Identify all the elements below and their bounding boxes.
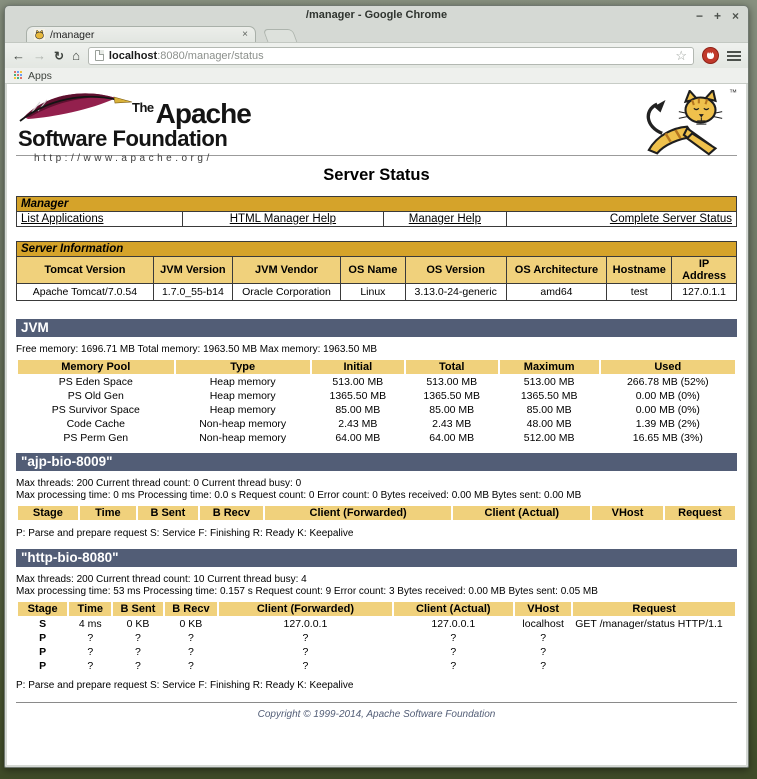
table-cell: 2.43 MB [338,417,378,430]
table-cell: Tomcat Version [17,257,154,284]
browser-window [4,5,749,768]
table-cell: Hostname [607,257,672,284]
table-cell: 2.43 MB [432,417,472,430]
link-html-manager-help[interactable]: HTML Manager Help [229,213,337,225]
table-cell: B Sent [138,506,198,520]
tomcat-favicon-icon [34,29,45,40]
tab-strip [5,25,748,42]
table-cell: 266.78 MB (52%) [626,375,709,388]
table-cell: ? [450,659,457,672]
table-cell: B Sent [113,602,162,616]
minimize-icon[interactable]: − [695,8,703,23]
memory-header-row [18,360,735,374]
table-cell: VHost [592,506,662,520]
page-title: Server Status [323,166,430,184]
table-cell: Used [601,360,735,374]
jvm-memory-table [16,359,737,445]
table-cell: Client (Actual) [394,602,514,616]
table-cell: ? [540,631,547,644]
table-cell: 1365.50 MB [520,389,578,402]
table-cell: Maximum [500,360,599,374]
logo-software-foundation: Software Foundation [18,126,228,151]
table-cell: Memory Pool [18,360,174,374]
table-cell: ? [302,645,309,658]
page-icon [95,50,104,61]
table-row [18,389,735,402]
table-cell: 64.00 MB [335,431,381,444]
table-cell: 0.00 MB (0%) [635,389,700,402]
table-cell: Stage [18,506,78,520]
table-cell: ? [87,659,94,672]
table-cell: localhost [522,617,564,630]
apps-grid-icon [14,71,23,80]
table-cell: Request [665,506,735,520]
link-complete-server-status[interactable]: Complete Server Status [609,213,732,225]
table-cell: 0 KB [126,617,150,630]
ajp-processing-line: Max processing time: 0 ms Processing time: 0.0 s Request count: 0 Error count: 0 Bytes received: 0.00 MB Bytes sent: 0.00 MB [16,490,582,501]
browser-tab[interactable] [26,26,256,42]
table-cell: Oracle Corporation [232,284,340,301]
window-title: /manager - Google Chrome [305,9,448,21]
table-cell: OS Name [340,257,405,284]
table-cell: 127.0.1.1 [672,284,737,301]
table-cell: OS Architecture [506,257,607,284]
logo-apache: Apache [155,98,251,129]
table-cell: ? [302,659,309,672]
server-info-section-title: Server Information [17,242,737,257]
table-cell: PS Survivor Space [51,403,140,416]
table-cell: Non-heap memory [199,431,287,444]
home-icon[interactable]: ⌂ [72,48,80,63]
address-bar[interactable] [88,47,694,65]
table-cell: B Recv [200,506,263,520]
menu-icon[interactable] [727,51,741,61]
table-cell: amd64 [506,284,607,301]
manager-table [16,196,737,227]
table-cell: 16.65 MB (3%) [632,431,703,444]
server-info-table [16,241,737,301]
bookmark-star-icon[interactable]: ☆ [675,48,687,63]
ajp-header-row [18,506,735,520]
close-icon[interactable]: × [731,8,739,23]
server-info-value-row [17,284,737,301]
table-cell: ? [188,645,194,658]
tab-close-icon[interactable]: × [242,29,248,40]
apache-logo [18,90,251,164]
table-cell: 3.13.0-24-generic [405,284,506,301]
table-cell: Code Cache [66,417,125,430]
page-content [7,84,746,765]
table-cell: 4 ms [78,617,102,630]
table-cell [573,631,735,644]
table-cell: Non-heap memory [199,417,287,430]
ajp-connector-section-header: "ajp-bio-8009" [16,453,737,471]
url-text [109,50,264,62]
table-cell: 513.00 MB [523,375,575,388]
table-cell: Client (Actual) [453,506,590,520]
http-header-row [18,602,735,616]
logo-the: The [132,100,154,115]
window-titlebar[interactable] [5,6,748,25]
table-cell: PS Old Gen [67,389,124,402]
table-cell: B Recv [165,602,218,616]
table-cell: Client (Forwarded) [219,602,391,616]
table-cell: ? [302,631,309,644]
table-cell: 1.7.0_55-b14 [153,284,232,301]
tomcat-logo [637,88,737,165]
bookmarks-bar [5,68,748,84]
forward-icon[interactable]: → [33,48,46,63]
http-threads-line: Max threads: 200 Current thread count: 10 Current thread busy: 4 [16,574,307,585]
table-cell: Request [573,602,735,616]
table-cell: PS Perm Gen [63,431,129,444]
table-cell: 85.00 MB [429,403,475,416]
apps-shortcut[interactable]: Apps [28,69,52,82]
table-cell: PS Eden Space [58,375,133,388]
table-cell: ? [135,645,141,658]
table-cell: Stage [18,602,67,616]
table-cell: Initial [312,360,404,374]
table-cell: ? [540,645,547,658]
table-row [18,375,735,388]
table-cell: ? [135,631,141,644]
table-cell: Linux [340,284,405,301]
table-cell: 64.00 MB [429,431,475,444]
table-cell: 85.00 MB [335,403,381,416]
table-cell: 0.00 MB (0%) [635,403,700,416]
table-cell: ? [87,645,94,658]
back-icon[interactable]: ← [12,48,25,63]
browser-toolbar [5,42,748,68]
table-row [18,631,735,644]
table-cell: IP Address [672,257,737,284]
table-cell: JVM Vendor [232,257,340,284]
table-cell: ? [450,645,457,658]
table-cell: Heap memory [209,389,276,402]
table-cell: ? [87,631,94,644]
table-cell: 1.39 MB (2%) [635,417,700,430]
ajp-requests-table [16,505,737,521]
table-cell [573,659,735,672]
table-cell: JVM Version [153,257,232,284]
server-info-header-row [17,257,737,284]
table-cell: ? [135,659,141,672]
jvm-memory-summary: Free memory: 1696.71 MB Total memory: 1963.50 MB Max memory: 1963.50 MB [16,344,378,355]
table-cell: Heap memory [209,403,276,416]
table-row [18,403,735,416]
table-row [18,645,735,658]
table-cell [573,645,735,658]
table-cell: Client (Forwarded) [265,506,451,520]
table-cell: test [607,284,672,301]
table-cell: ? [540,659,547,672]
trademark-symbol: ™ [729,88,737,97]
manager-section-title: Manager [17,197,737,212]
table-cell: 127.0.0.1 [283,617,328,630]
table-cell: 85.00 MB [526,403,572,416]
table-cell: P [39,659,47,672]
table-cell: ? [450,631,457,644]
table-cell: Time [69,602,111,616]
url-host: localhost [108,49,158,62]
http-stage-legend: P: Parse and prepare request S: Service F: Finishing R: Ready K: Keepalive [16,680,354,691]
table-row [18,659,735,672]
url-path: :8080/manager/status [157,49,264,62]
table-cell: ? [188,659,194,672]
reload-icon[interactable]: ↻ [54,48,65,63]
logo-url: http://www.apache.org/ [34,153,213,164]
table-cell: VHost [515,602,571,616]
tab-title: /manager [50,28,95,41]
table-cell: 512.00 MB [523,431,575,444]
table-cell: 513.00 MB [332,375,384,388]
apache-feather-icon [18,90,136,124]
table-row [18,417,735,430]
link-list-applications[interactable]: List Applications [21,213,104,225]
table-cell: 513.00 MB [426,375,478,388]
jvm-section-header: JVM [16,319,737,337]
copyright-notice: Copyright © 1999-2014, Apache Software Foundation [257,709,496,720]
table-cell: GET /manager/status HTTP/1.1 [575,617,723,630]
table-cell: Apache Tomcat/7.0.54 [17,284,154,301]
table-cell: Total [406,360,498,374]
table-row [18,617,735,630]
table-cell: ? [188,631,194,644]
maximize-icon[interactable]: + [713,8,721,23]
http-processing-line: Max processing time: 53 ms Processing time: 0.157 s Request count: 9 Error count: 3 Bytes received: 0.00 MB Bytes sent: 0.05 MB [16,586,598,597]
ajp-threads-line: Max threads: 200 Current thread count: 0 Current thread busy: 0 [16,478,302,489]
table-cell: S [39,617,47,630]
table-cell: P [39,645,47,658]
table-cell: Heap memory [209,375,276,388]
table-cell: 127.0.0.1 [431,617,476,630]
ajp-stage-legend: P: Parse and prepare request S: Service F: Finishing R: Ready K: Keepalive [16,528,354,539]
table-cell: 1365.50 MB [329,389,387,402]
table-row [18,431,735,444]
table-cell: OS Version [405,257,506,284]
new-tab-button[interactable] [263,29,298,42]
window-controls [696,6,739,25]
table-cell: P [39,631,47,644]
table-cell: 1365.50 MB [423,389,481,402]
table-cell: Type [176,360,310,374]
http-connector-section-header: "http-bio-8080" [16,549,737,567]
http-requests-table [16,601,737,673]
adblock-extension-icon[interactable] [702,47,719,64]
link-manager-help[interactable]: Manager Help [408,213,481,225]
table-cell: Time [80,506,136,520]
table-cell: 0 KB [179,617,203,630]
masthead [16,87,737,164]
table-cell: 48.00 MB [526,417,572,430]
footer-divider [16,702,737,703]
